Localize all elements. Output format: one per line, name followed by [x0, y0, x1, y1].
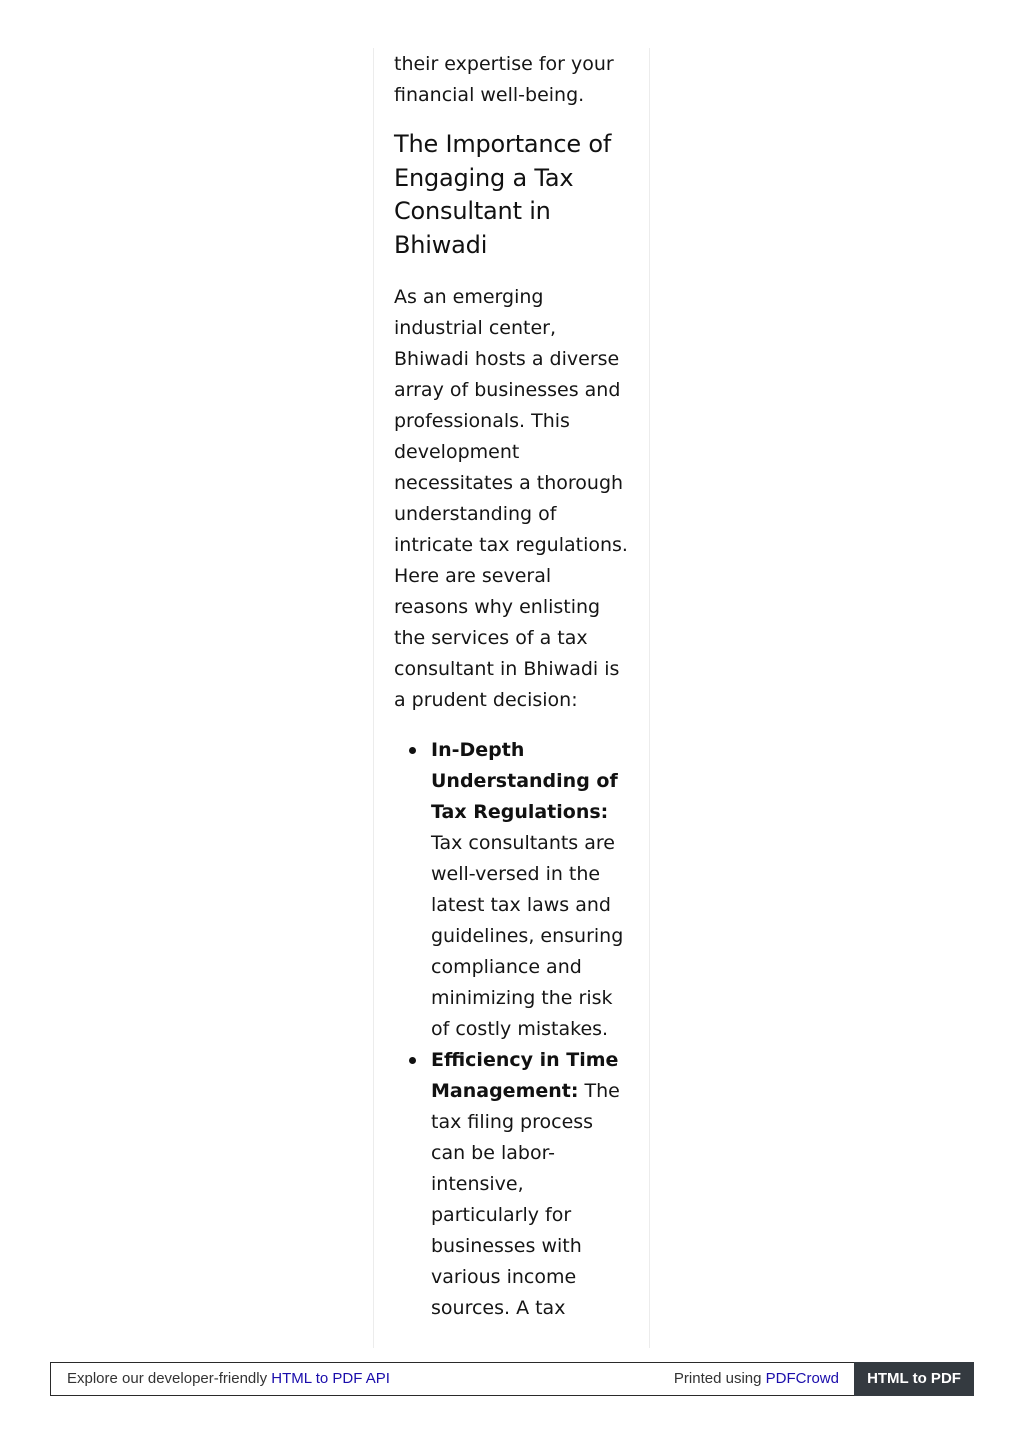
article-content [394, 48, 630, 1324]
html-to-pdf-api-link[interactable]: HTML to PDF API [271, 1370, 390, 1387]
bullet-icon [409, 747, 416, 754]
bullet-icon [409, 1057, 416, 1064]
footer-promo-text: Explore our developer-friendly [67, 1370, 268, 1387]
footer-printed-by [674, 1363, 839, 1395]
list-item-text: Tax consultants are well-versed in the latest tax laws and guidelines, ensuring compliance and minimizing the risk of costly mistakes. [431, 832, 624, 1040]
intro-paragraph: their expertise for your financial well-being. [394, 53, 614, 106]
pdf-footer-bar [50, 1362, 974, 1396]
section-heading: The Importance of Engaging a Tax Consultant in Bhiwadi [394, 130, 612, 259]
list-item-title: Efficiency in Time Management: [431, 1049, 619, 1102]
list-item-text: The tax filing process can be labor-intensive, particularly for businesses with various income sources. A tax [431, 1080, 620, 1319]
footer-printed-text: Printed using [673, 1370, 762, 1387]
list-item [394, 735, 630, 1045]
list-item [394, 1045, 630, 1324]
html-to-pdf-badge[interactable]: HTML to PDF [854, 1362, 974, 1396]
body-paragraph: As an emerging industrial center, Bhiwadi hosts a diverse array of businesses and professionals. This development necessitates a thorough understanding of intricate tax regulations. Here are several reasons why enlisting the services of a tax consultant in Bhiwadi is a prudent decision: [394, 286, 628, 711]
list-item-title: In-Depth Understanding of Tax Regulations: [431, 739, 618, 823]
reasons-list [394, 735, 630, 1324]
pdfcrowd-link[interactable]: PDFCrowd [765, 1370, 839, 1387]
footer-promo [67, 1363, 390, 1395]
